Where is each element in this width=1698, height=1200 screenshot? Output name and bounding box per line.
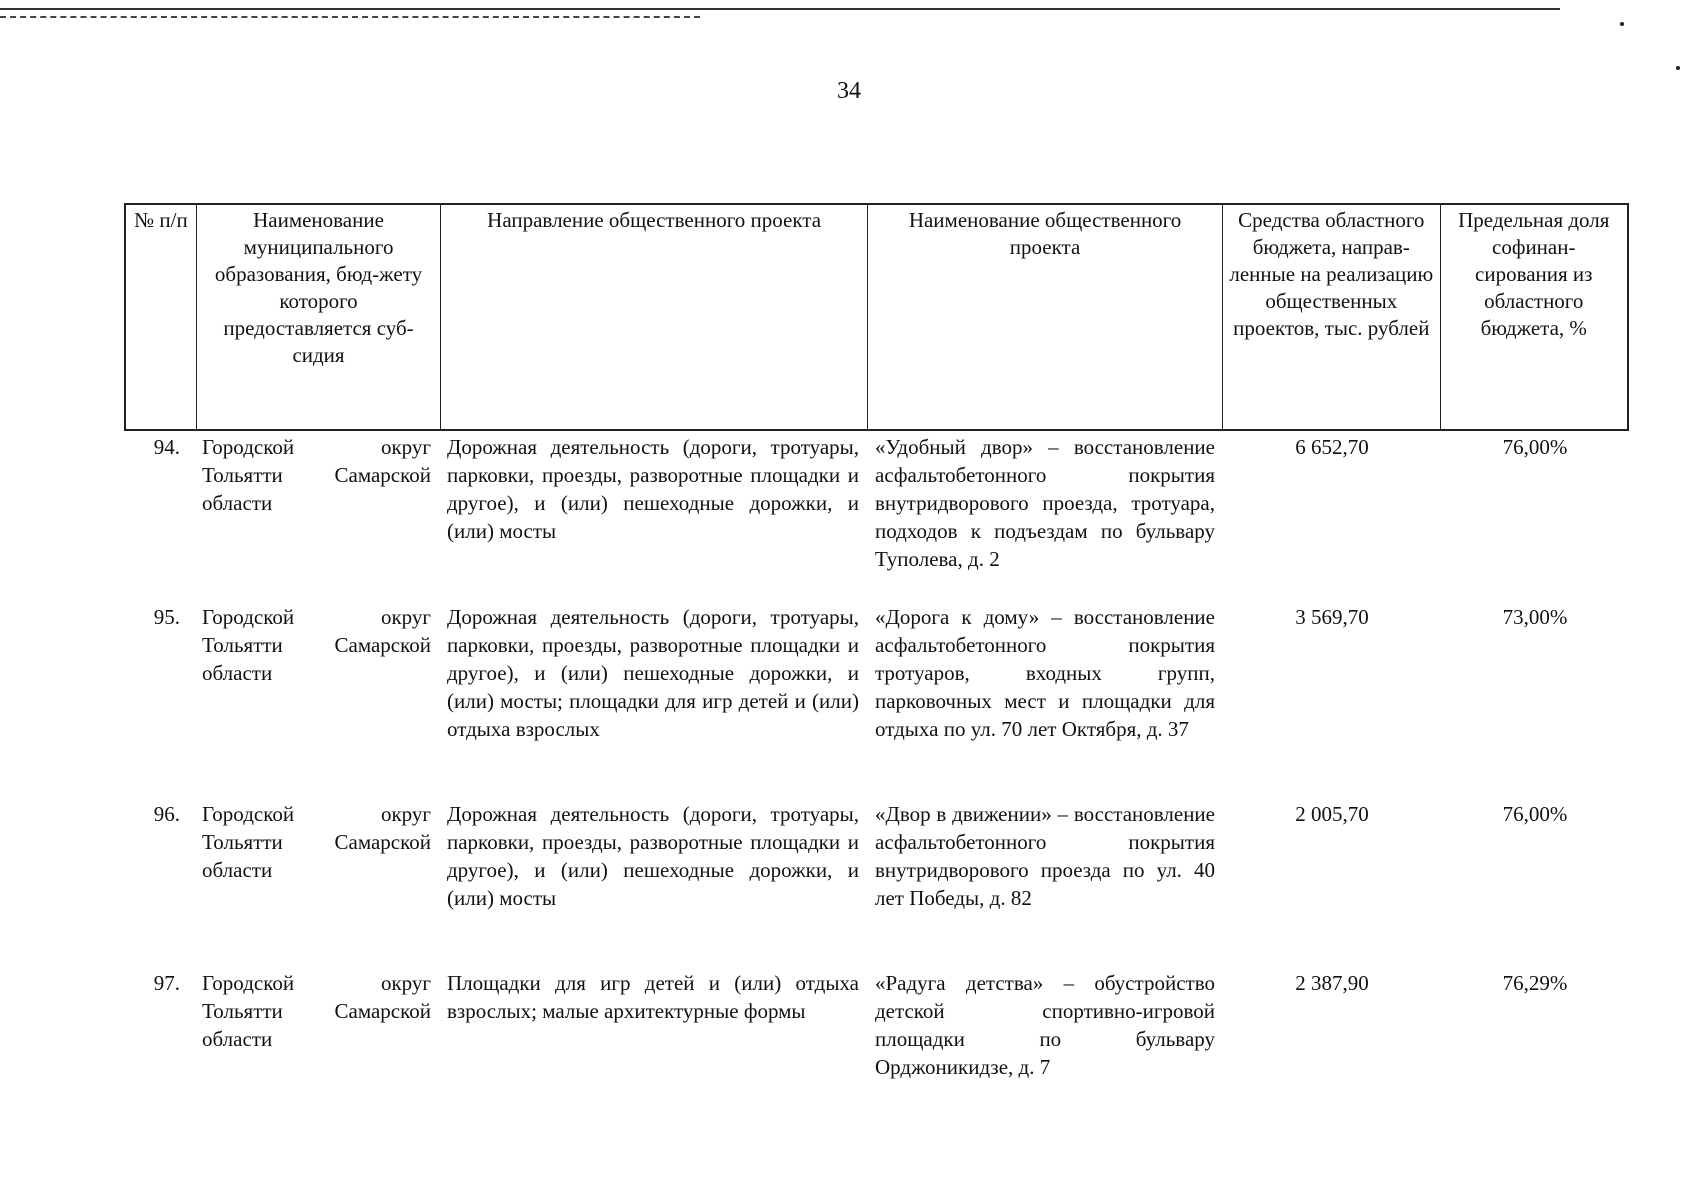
row-funds: 6 652,70 <box>1295 435 1369 459</box>
header-share: Предельная доля софинан-сирования из областного бюджета, % <box>1440 205 1628 429</box>
row-municipality: Городской округ Тольятти Самарской области <box>202 605 431 685</box>
header-municipality: Наименование муниципального образования, бюд-жету которого предоставляется суб-сидия <box>196 205 440 429</box>
row-number: 97. <box>153 971 180 995</box>
row-project: «Радуга детства» – обустройство детской спортивно-игровой площадки по бульвару Орджоникидзе, д. 7 <box>875 971 1215 1079</box>
table-row <box>124 603 1629 743</box>
row-project: «Двор в движении» – восстановление асфальтобетонного покрытия внутридворового проезда по ул. 40 лет Победы, д. 82 <box>875 802 1215 910</box>
table-row <box>124 969 1629 1081</box>
scan-speck <box>1676 66 1680 70</box>
row-direction: Дорожная деятельность (дороги, тротуары, парковки, проезды, разворотные площадки и другое), и (или) пешеходные дорожки, и (или) мосты; площадки для игр детей и (или) отдыха взрослых <box>447 605 859 741</box>
row-number: 95. <box>153 605 180 629</box>
row-project: «Удобный двор» – восстановление асфальтобетонного покрытия внутридворового проезда, тротуара, подходов к подъездам по бульвару Туполева, д. 2 <box>875 435 1215 571</box>
row-direction: Дорожная деятельность (дороги, тротуары, парковки, проезды, разворотные площадки и другое), и (или) пешеходные дорожки, и (или) мосты <box>447 802 859 910</box>
row-municipality: Городской округ Тольятти Самарской области <box>202 435 431 515</box>
row-municipality: Городской округ Тольятти Самарской области <box>202 971 431 1051</box>
scan-top-dashed-rule <box>0 16 700 18</box>
row-municipality: Городской округ Тольятти Самарской области <box>202 802 431 882</box>
scan-speck <box>1620 22 1624 26</box>
row-share: 76,00% <box>1502 435 1568 459</box>
row-share: 76,00% <box>1502 802 1568 826</box>
row-number: 96. <box>153 802 180 826</box>
page-number: 34 <box>837 78 861 104</box>
header-project: Наименование общественного проекта <box>867 205 1222 429</box>
row-project: «Дорога к дому» – восстановление асфальтобетонного покрытия тротуаров, входных групп, парковочных мест и площадки для отдыха по ул. 70 лет Октября, д. 37 <box>875 605 1215 741</box>
row-direction: Площадки для игр детей и (или) отдыха взрослых; малые архитектурные формы <box>447 971 859 1023</box>
table-header <box>124 203 1629 431</box>
row-funds: 2 387,90 <box>1295 971 1369 995</box>
row-funds: 2 005,70 <box>1295 802 1369 826</box>
scan-top-rule <box>0 8 1560 10</box>
table-row <box>124 800 1629 912</box>
row-share: 76,29% <box>1502 971 1568 995</box>
subsidy-table <box>124 203 1629 1079</box>
row-funds: 3 569,70 <box>1295 605 1369 629</box>
row-number: 94. <box>153 435 180 459</box>
table-row <box>124 433 1629 573</box>
header-funds: Средства областного бюджета, направ-ленные на реализацию общественных проектов, тыс. рублей <box>1222 205 1439 429</box>
header-direction: Направление общественного проекта <box>440 205 867 429</box>
row-direction: Дорожная деятельность (дороги, тротуары, парковки, проезды, разворотные площадки и другое), и (или) пешеходные дорожки, и (или) мосты <box>447 435 859 543</box>
row-share: 73,00% <box>1502 605 1568 629</box>
header-number: № п/п <box>134 208 188 232</box>
